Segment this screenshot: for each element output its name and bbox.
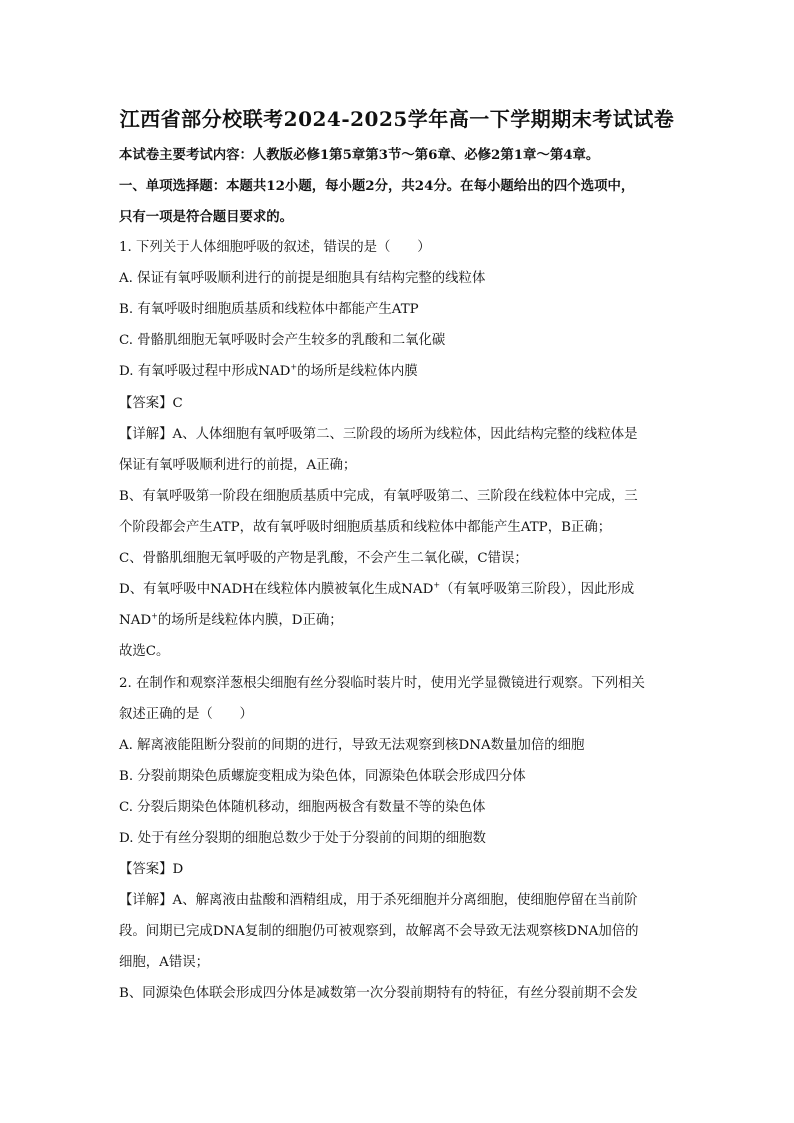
q1-option-b: B. 有氧呼吸时细胞质基质和线粒体中都能产生ATP <box>119 302 419 317</box>
q1-explanation-7 <box>119 611 343 631</box>
q1-conclusion: 故选C。 <box>119 644 170 659</box>
q1-stem: 1. 下列关于人体细胞呼吸的叙述，错误的是（ ） <box>119 240 431 255</box>
q1-option-c: C. 骨骼肌细胞无氧呼吸时会产生较多的乳酸和二氧化碳 <box>119 333 446 348</box>
q1-explanation-6-text: D、有氧呼吸中NADH在线粒体内膜被氧化生成NAD <box>119 582 434 597</box>
section-heading-line2: 只有一项是符合题目要求的。 <box>119 209 294 225</box>
q2-answer: 【答案】D <box>119 862 184 877</box>
q1-explanation-7-text: NAD <box>119 613 152 628</box>
q2-explanation-2: 段。间期已完成DNA复制的细胞仍可被观察到，故解离不会导致无法观察核DNA加倍的 <box>119 924 639 939</box>
q1-explanation-4: 个阶段都会产生ATP，故有氧呼吸时细胞质基质和线粒体中都能产生ATP，B正确； <box>119 520 612 535</box>
q2-explanation-3: 细胞，A错误； <box>119 955 210 970</box>
q2-stem-2: 叙述正确的是（ ） <box>119 707 253 722</box>
q2-option-d: D. 处于有丝分裂期的细胞总数少于处于分裂前的间期的细胞数 <box>119 831 486 846</box>
q2-explanation-4: B、同源染色体联会形成四分体是减数第一次分裂前期特有的特征，有丝分裂前期不会发 <box>119 986 638 1001</box>
q2-option-b: B. 分裂前期染色质螺旋变粗成为染色体，同源染色体联会形成四分体 <box>119 769 526 784</box>
exam-scope: 本试卷主要考试内容：人教版必修1第5章第3节～第6章、必修2第1章～第4章。 <box>119 147 600 163</box>
q1-option-a: A. 保证有氧呼吸顺利进行的前提是细胞具有结构完整的线粒体 <box>119 271 486 286</box>
q1-explanation-7-tail: 的场所是线粒体内膜，D正确； <box>157 613 343 628</box>
section-heading-line1: 一、单项选择题：本题共12小题，每小题2分，共24分。在每小题给出的四个选项中， <box>119 178 635 194</box>
q1-option-d <box>119 362 418 382</box>
q1-explanation-5: C、骨骼肌细胞无氧呼吸的产物是乳酸，不会产生二氧化碳，C错误； <box>119 551 528 566</box>
superscript-plus: + <box>151 611 158 621</box>
q1-explanation-6-tail: （有氧呼吸第三阶段），因此形成 <box>440 582 635 597</box>
q1-explanation-6 <box>119 580 634 600</box>
q1-option-d-text: D. 有氧呼吸过程中形成NAD <box>119 364 291 379</box>
q1-explanation-1: 【详解】A、人体细胞有氧呼吸第二、三阶段的场所为线粒体，因此结构完整的线粒体是 <box>119 427 638 442</box>
q1-explanation-3: B、有氧呼吸第一阶段在细胞质基质中完成，有氧呼吸第二、三阶段在线粒体中完成，三 <box>119 489 638 504</box>
q1-explanation-2: 保证有氧呼吸顺利进行的前提，A正确； <box>119 458 357 473</box>
q2-option-c: C. 分裂后期染色体随机移动，细胞两极含有数量不等的染色体 <box>119 800 486 815</box>
q1-option-d-tail: 的场所是线粒体内膜 <box>297 364 418 379</box>
q2-option-a: A. 解离液能阻断分裂前的间期的进行，导致无法观察到核DNA数量加倍的细胞 <box>119 738 585 753</box>
page-title: 江西省部分校联考2024-2025学年高一下学期期末考试试卷 <box>119 107 675 131</box>
q1-answer: 【答案】C <box>119 396 183 411</box>
q2-explanation-1: 【详解】A、解离液由盐酸和酒精组成，用于杀死细胞并分离细胞，使细胞停留在当前阶 <box>119 893 638 908</box>
q2-stem-1: 2. 在制作和观察洋葱根尖细胞有丝分裂临时装片时，使用光学显微镜进行观察。下列相关 <box>119 676 645 691</box>
superscript-plus: + <box>290 362 298 372</box>
superscript-plus: + <box>433 580 441 590</box>
